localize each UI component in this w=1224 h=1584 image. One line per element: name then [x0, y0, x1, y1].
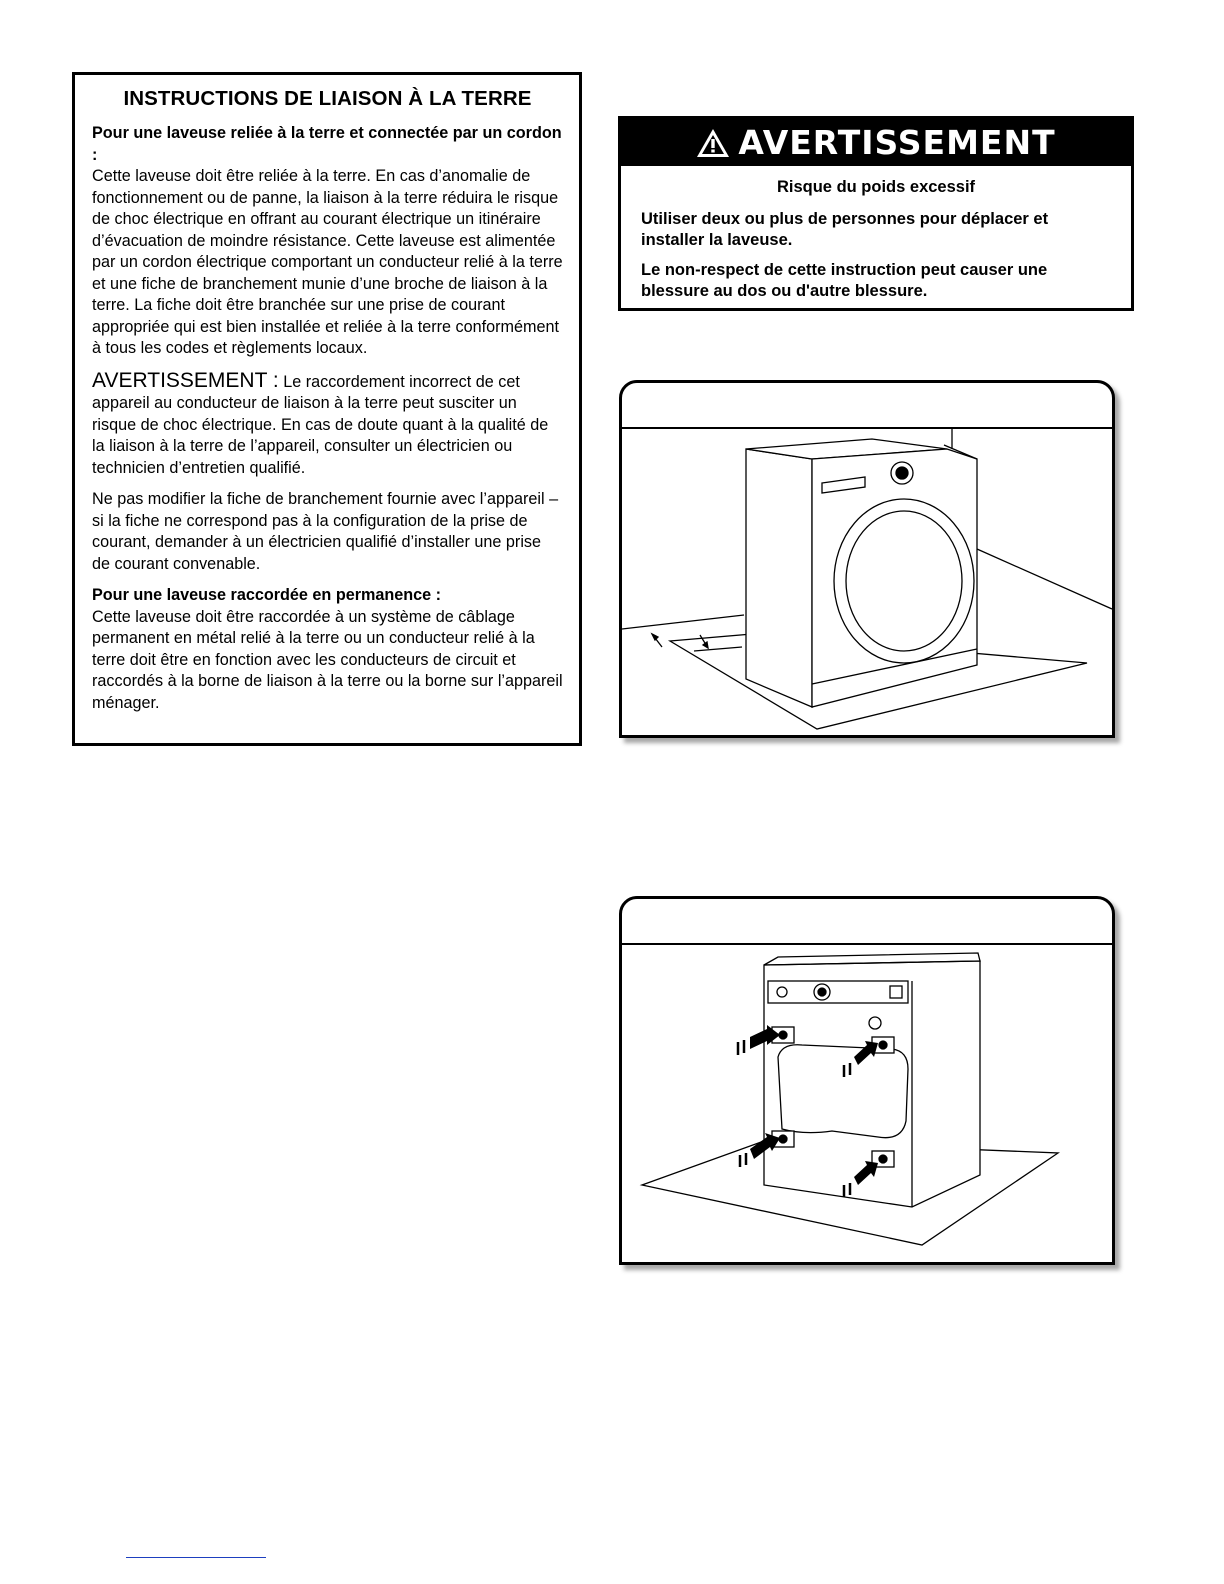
plug-paragraph: Ne pas modifier la fiche de branchement fournie avec l’appareil – si la fiche ne correspond pas à la configuration de la prise de courant, demander à un électricien qualifié d’installer une prise de courant convenable.	[92, 490, 559, 573]
grounding-instructions-box	[72, 72, 582, 746]
washer-rear-shipping-bolts-illustration	[622, 945, 1112, 1263]
figure-header	[622, 383, 1112, 429]
figure-washer-rear	[619, 896, 1115, 1265]
warning-subtitle: Risque du poids excessif	[776, 178, 976, 196]
figure-header	[622, 899, 1112, 945]
grounding-warning	[92, 370, 563, 480]
weight-warning-box	[618, 116, 1134, 311]
warning-triangle-icon	[696, 128, 730, 158]
cord-text: Cette laveuse doit être reliée à la terre. En cas d’anomalie de fonctionnement ou de panne, la liaison à la terre réduira le risque de choc électrique en offrant au courant électrique un itinéraire d’évacuation de moindre résistance. Cette laveuse est alimentée par un cordon électrique comportant un conducteur relié à la terre et une fiche de branchement munie d’une broche de liaison à la terre. La fiche doit être branchée sur une prise de courant appropriée qui est bien installée et reliée à la terre conformément à tous les codes et règlements locaux.	[92, 167, 563, 357]
warning-line-1: Utiliser deux ou plus de personnes pour déplacer et installer la laveuse.	[641, 210, 1049, 249]
washer-on-floor-illustration	[622, 429, 1112, 735]
permanent-section	[92, 585, 563, 714]
permanent-text: Cette laveuse doit être raccordée à un système de câblage permanent en métal relié à la terre ou un conducteur relié à la terre doit être en fonction avec les conducteurs de circuit et raccordés à la borne de liaison à la terre ou la borne sur l’appareil ménager.	[92, 607, 563, 712]
warning-title: AVERTISSEMENT	[738, 123, 1056, 162]
figure-washer-floor	[619, 380, 1115, 738]
grounding-title: INSTRUCTIONS DE LIAISON À LA TERRE	[123, 87, 532, 110]
warning-line-2: Le non-respect de cette instruction peut causer une blessure au dos ou d'autre blessure.	[641, 261, 1048, 300]
grounding-warning-text: Le raccordement incorrect de cet appareil au conducteur de liaison à la terre peut susciter un risque de choc électrique. En cas de doute quant à la qualité de la liaison à la terre de l’appareil, consulter un électricien ou technicien d’entretien qualifié.	[92, 372, 549, 477]
warning-header	[621, 119, 1131, 166]
footer-rule	[126, 1557, 266, 1558]
cord-heading: Pour une laveuse reliée à la terre et connectée par un cordon :	[92, 124, 562, 164]
grounding-warning-label: AVERTISSEMENT :	[92, 368, 279, 392]
permanent-heading: Pour une laveuse raccordée en permanence :	[92, 586, 442, 604]
cord-section	[92, 123, 563, 360]
